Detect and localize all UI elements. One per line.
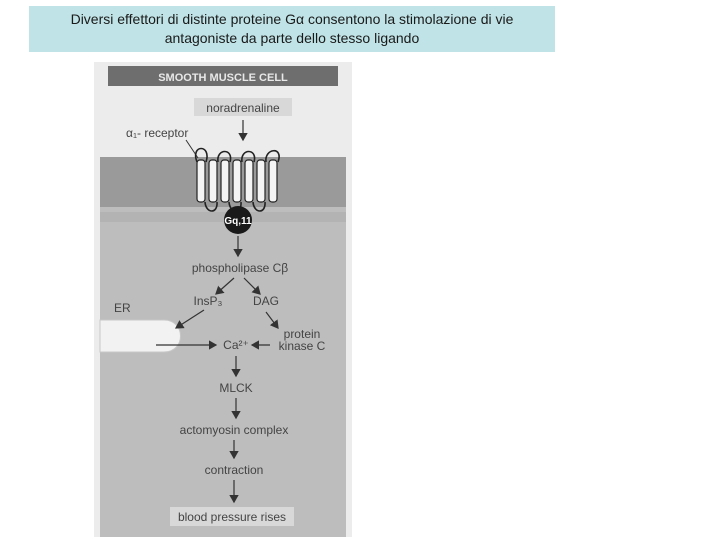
header-text: SMOOTH MUSCLE CELL xyxy=(158,72,288,84)
contraction-label: contraction xyxy=(204,463,264,477)
cytoplasm-shade xyxy=(100,212,346,222)
plc-label: phospholipase Cβ xyxy=(191,261,289,275)
caption-line-2: antagoniste da parte dello stesso ligando xyxy=(164,30,420,46)
pkc-label-line1: protein xyxy=(283,327,321,341)
alpha1-receptor xyxy=(197,160,277,202)
ip3-label: InsP₃ xyxy=(193,294,223,308)
mlck-label: MLCK xyxy=(219,381,253,395)
pkc-label-line2: kinase C xyxy=(278,339,326,353)
er-label: ER xyxy=(114,301,131,315)
receptor-label: α₁- receptor xyxy=(126,126,189,140)
slide-caption xyxy=(29,6,555,52)
dag-label: DAG xyxy=(252,294,280,308)
outcome-label: blood pressure rises xyxy=(177,510,287,524)
gq11-label: Gq,11 xyxy=(224,216,252,227)
calcium-label: Ca²⁺ xyxy=(223,338,249,352)
cytoplasm xyxy=(100,207,346,537)
pathway-diagram xyxy=(94,62,352,537)
endoplasmic-reticulum xyxy=(100,320,181,352)
pathway-figure xyxy=(94,62,352,537)
actomyosin-label: actomyosin complex xyxy=(179,423,289,437)
ligand-label: noradrenaline xyxy=(206,101,280,115)
caption-line-1: Diversi effettori di distinte proteine Gα consentono la stimolazione di vie xyxy=(70,11,514,27)
